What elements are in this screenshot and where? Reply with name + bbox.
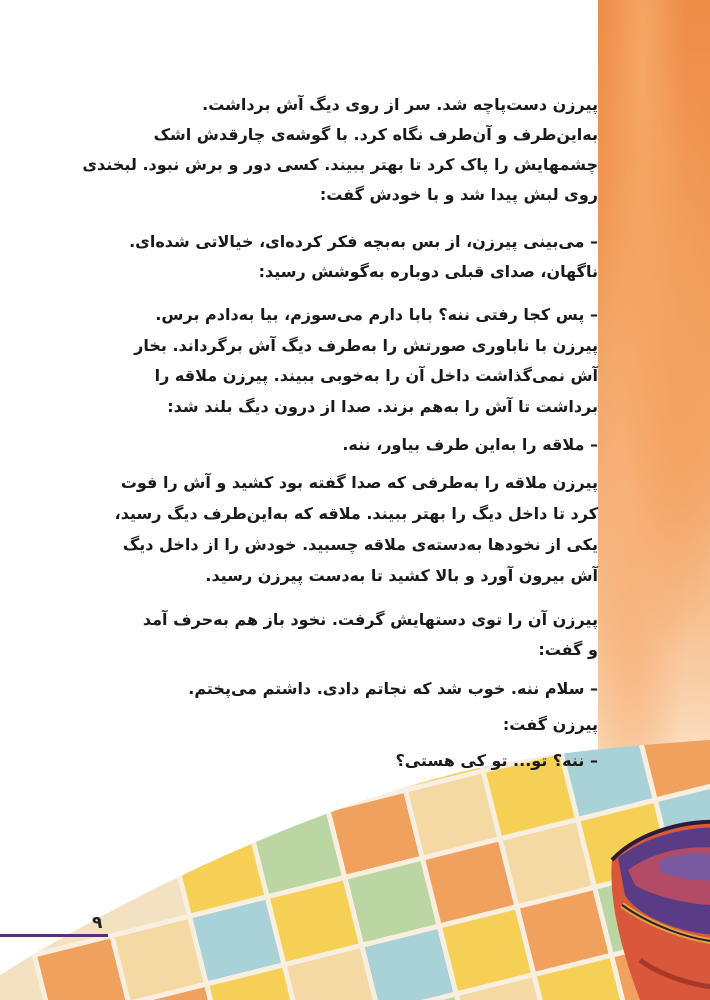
story-line: پیرزن با ناباوری صورتش را به‌طرف دیگ آش برگرداند. بخار (134, 336, 598, 355)
story-line: یکی از نخودها به‌دسته‌ی ملاقه چسبید. خودش را از داخل دیگ (122, 535, 598, 554)
story-line: آش نمی‌گذاشت داخل آن را به‌خوبی ببیند. پیرزن ملاقه را (154, 366, 598, 385)
story-line: روی لبش پیدا شد و با خودش گفت: (319, 185, 598, 204)
story-line: و گفت: (538, 640, 598, 659)
story-line: – ملاقه را به‌این طرف بیاور، ننه. (342, 435, 598, 454)
story-line: پیرزن دست‌پاچه شد. سر از روی دیگ آش برداشت. (202, 95, 598, 114)
story-line: – ننه؟ تو... تو کی هستی؟ (395, 751, 598, 770)
story-line: پیرزن آن را توی دستهایش گرفت. نخود باز هم به‌حرف آمد (142, 610, 598, 629)
story-line: – سلام ننه. خوب شد که نجاتم دادی. داشتم می‌پختم. (188, 679, 598, 698)
story-line: کرد تا داخل دیگ را بهتر ببیند. ملاقه که به‌این‌طرف دیگ رسید، (114, 504, 598, 523)
story-line: – پس کجا رفتی ننه؟ بابا دارم می‌سوزم، بیا به‌دادم برس. (155, 305, 598, 324)
story-line: پیرزن گفت: (502, 715, 598, 734)
story-line: به‌این‌طرف و آن‌طرف نگاه کرد. با گوشه‌ی چارقدش اشک (153, 125, 598, 144)
page-number: ۹ (92, 913, 103, 933)
story-line: برداشت تا آش را به‌هم بزند. صدا از درون دیگ بلند شد: (167, 397, 598, 416)
story-line: چشمهایش را پاک کرد تا بهتر ببیند. کسی دور و برش نبود. لبخندی (82, 155, 598, 174)
story-line: پیرزن ملاقه را به‌طرفی که صدا گفته بود کشید و آش را فوت (120, 473, 598, 492)
story-line: آش بیرون آورد و بالا کشید تا به‌دست پیرزن رسید. (205, 566, 598, 585)
page-number-rule (0, 934, 108, 937)
story-line: – می‌بینی پیرزن، از بس به‌بچه فکر کرده‌ای، خیالاتی شده‌ای. (129, 232, 598, 251)
story-line: ناگهان، صدای قبلی دوباره به‌گوشش رسید: (258, 262, 598, 281)
